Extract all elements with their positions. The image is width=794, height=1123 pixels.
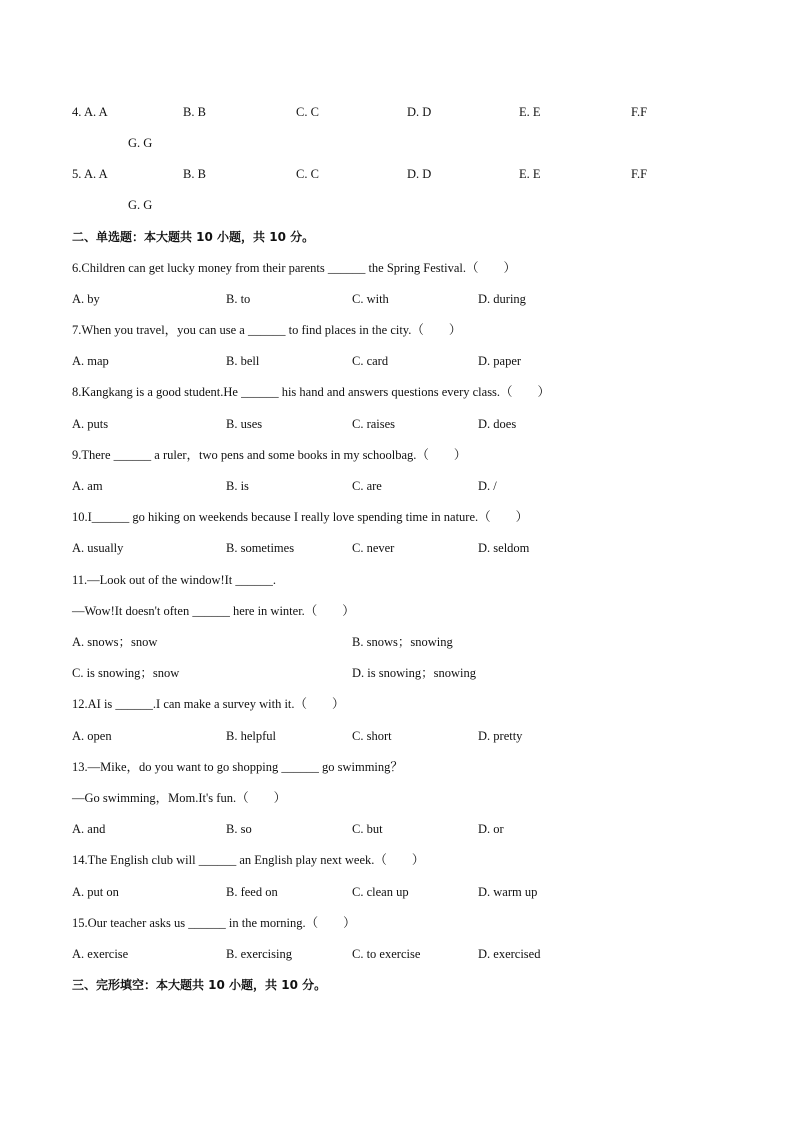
option-d: D. exercised [478, 947, 541, 961]
option-d: D. during [478, 292, 526, 306]
option-d: D. paper [478, 354, 522, 368]
option-b: B. B [183, 105, 206, 119]
option-g: G. G [128, 136, 153, 150]
option-d: D. warm up [478, 885, 538, 899]
option-a: A. put on [72, 885, 119, 899]
question-stem: 6.Children can get lucky money from their parents ______ the Spring Festival.（ ） [72, 261, 517, 275]
option-b: B. sometimes [226, 541, 295, 555]
option-c: C. to exercise [352, 947, 421, 961]
option-a: A. snows；snow [72, 635, 158, 649]
option-b: B. bell [226, 354, 260, 368]
option-d: D. D [407, 105, 432, 119]
option-a: A. A [84, 105, 108, 119]
question-number: 5. [72, 167, 82, 181]
question-stem: 13.—Mike，do you want to go shopping ______ go swimming？ [72, 760, 403, 774]
option-d: D. D [407, 167, 432, 181]
option-a: A. exercise [72, 947, 129, 961]
question-stem: 14.The English club will ______ an English play next week.（ ） [72, 853, 425, 867]
option-f: F.F [631, 167, 648, 181]
option-c: C. with [352, 292, 389, 306]
option-b: B. is [226, 479, 249, 493]
option-c: C. C [296, 167, 319, 181]
option-a: A. A [84, 167, 108, 181]
question-stem: 12.AI is ______.I can make a survey with it.（ ） [72, 697, 345, 711]
option-b: B. uses [226, 417, 263, 431]
option-d: D. or [478, 822, 504, 836]
question-stem: 10.I______ go hiking on weekends because I really love spending time in nature.（ ） [72, 510, 529, 524]
option-f: F.F [631, 105, 648, 119]
option-d: D. is snowing；snowing [352, 666, 476, 680]
option-d: D. seldom [478, 541, 530, 555]
option-a: A. map [72, 354, 109, 368]
option-c: C. but [352, 822, 383, 836]
option-d: D. pretty [478, 729, 523, 743]
option-b: B. so [226, 822, 252, 836]
option-a: A. puts [72, 417, 109, 431]
question-stem: 9.There ______ a ruler，two pens and some books in my schoolbag.（ ） [72, 448, 467, 462]
option-a: A. usually [72, 541, 124, 555]
option-b: B. to [226, 292, 251, 306]
option-g: G. G [128, 198, 153, 212]
option-c: C. short [352, 729, 392, 743]
option-c: C. raises [352, 417, 396, 431]
option-d: D. does [478, 417, 517, 431]
option-e: E. E [519, 167, 541, 181]
option-a: A. by [72, 292, 100, 306]
option-c: C. clean up [352, 885, 409, 899]
section-heading-cloze: 三、完形填空：本大题共 10 小题，共 10 分。 [72, 978, 327, 992]
option-b: B. exercising [226, 947, 292, 961]
option-e: E. E [519, 105, 541, 119]
option-c: C. card [352, 354, 389, 368]
option-a: A. am [72, 479, 103, 493]
option-a: A. open [72, 729, 112, 743]
question-stem: 11.—Look out of the window!It ______. [72, 573, 277, 587]
question-stem: 7.When you travel，you can use a ______ to find places in the city.（ ） [72, 323, 462, 337]
section-heading-single-choice: 二、单选题：本大题共 10 小题，共 10 分。 [72, 230, 315, 244]
question-stem-continued: —Wow!It doesn't often ______ here in winter.（ ） [72, 604, 355, 618]
option-a: A. and [72, 822, 106, 836]
option-c: C. are [352, 479, 382, 493]
option-c: C. never [352, 541, 395, 555]
option-b: B. helpful [226, 729, 276, 743]
question-number: 4. [72, 105, 82, 119]
option-d: D. / [478, 479, 497, 493]
question-stem: 15.Our teacher asks us ______ in the morning.（ ） [72, 916, 356, 930]
option-b: B. feed on [226, 885, 278, 899]
option-b: B. snows；snowing [352, 635, 453, 649]
question-stem-continued: —Go swimming，Mom.It's fun.（ ） [72, 791, 287, 805]
option-b: B. B [183, 167, 206, 181]
option-c: C. is snowing；snow [72, 666, 180, 680]
question-stem: 8.Kangkang is a good student.He ______ his hand and answers questions every class.（ ） [72, 385, 551, 399]
option-c: C. C [296, 105, 319, 119]
